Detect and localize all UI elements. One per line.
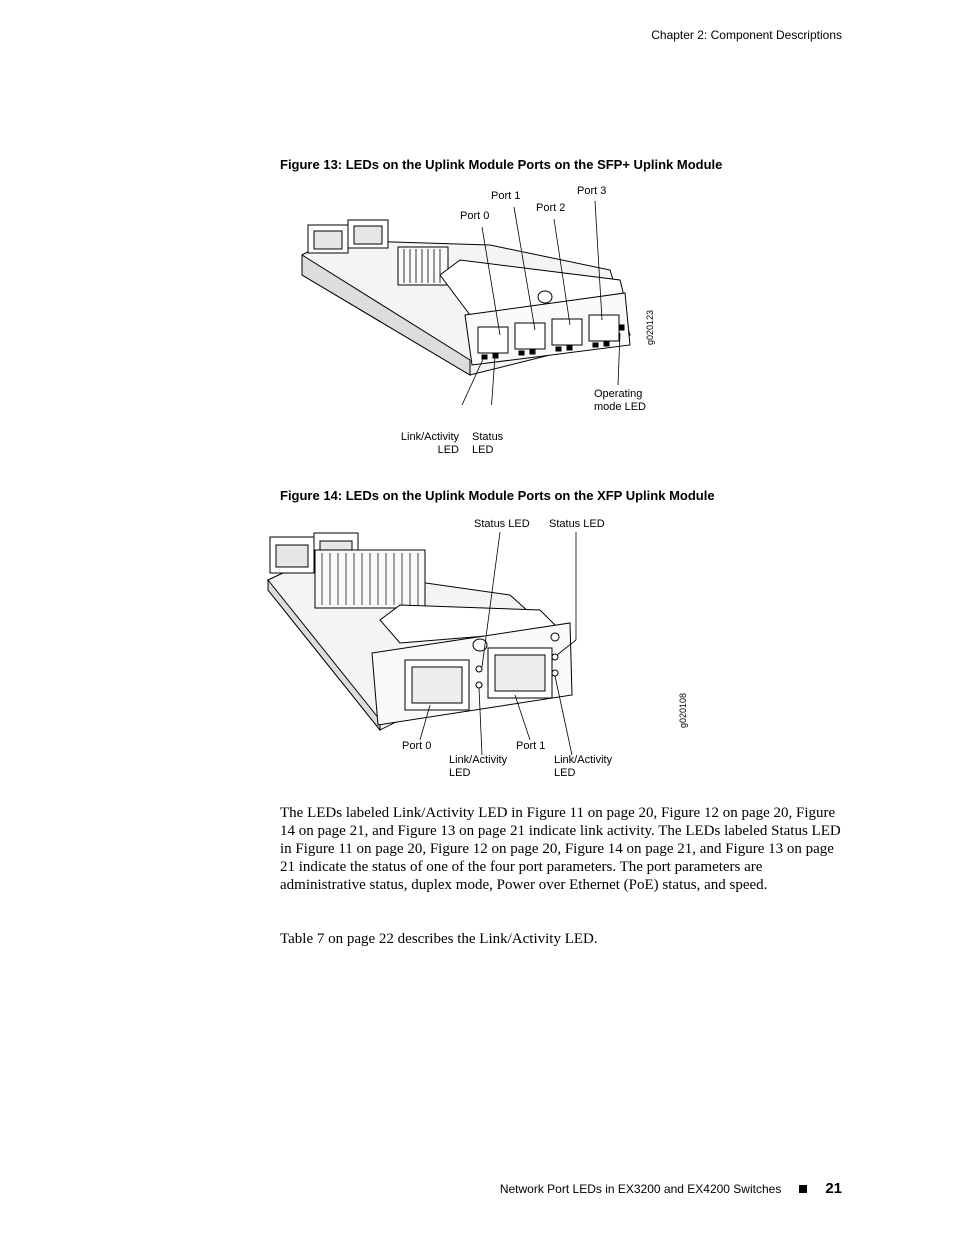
figure-13-caption: Figure 13: LEDs on the Uplink Module Ports on the SFP+ Uplink Module <box>280 157 723 172</box>
body-paragraph-led-descriptions: The LEDs labeled Link/Activity LED in Figure 11 on page 20, Figure 12 on page 20, Figure 14 on page 21, and Figure 13 on page 21 indicate link activity. The LEDs labeled Status LED in Figure 11 on page 20, Figure 12 on page 20, Figure 14 on page 21, and Figure 13 on page 21 indicate the status of one of the four port parameters. The port parameters are administrative status, duplex mode, Power over Ethernet (PoE) status, and speed. <box>280 805 841 893</box>
footer-bullet-icon <box>799 1185 807 1193</box>
xfp-uplink-module-illustration <box>260 515 680 755</box>
fig14-label-link-activity-led-port1: Link/Activity LED <box>554 754 613 779</box>
fig13-label-port1: Port 1 <box>491 190 521 202</box>
fig13-label-port2: Port 2 <box>536 202 566 214</box>
fig14-label-port1: Port 1 <box>516 740 546 752</box>
running-footer <box>500 1180 842 1197</box>
fig13-label-link-activity-led: Link/Activity LED <box>400 431 459 456</box>
figure-14-caption: Figure 14: LEDs on the Uplink Module Ports on the XFP Uplink Module <box>280 488 715 503</box>
fig14-label-link-activity-led-port0: Link/Activity LED <box>449 754 508 779</box>
fig14-label-status-led-port1: Status LED <box>549 518 605 530</box>
fig13-graphic-id: g020123 <box>645 309 655 345</box>
fig14-label-port0: Port 0 <box>402 740 432 752</box>
running-header: Chapter 2: Component Descriptions <box>651 28 842 42</box>
body-paragraph-table-reference: Table 7 on page 22 describes the Link/Activity LED. <box>280 931 598 947</box>
fig14-graphic-id: g020108 <box>678 692 688 728</box>
fig13-label-operating-mode-led: Operating mode LED <box>594 388 646 413</box>
footer-title: Network Port LEDs in EX3200 and EX4200 Switches <box>499 1181 782 1196</box>
fig13-label-status-led: Status LED <box>472 431 504 456</box>
fig13-label-port0: Port 0 <box>460 210 490 222</box>
fig13-label-port3: Port 3 <box>577 185 607 197</box>
fig14-label-status-led-port0: Status LED <box>474 518 530 530</box>
page-number: 21 <box>825 1180 842 1197</box>
